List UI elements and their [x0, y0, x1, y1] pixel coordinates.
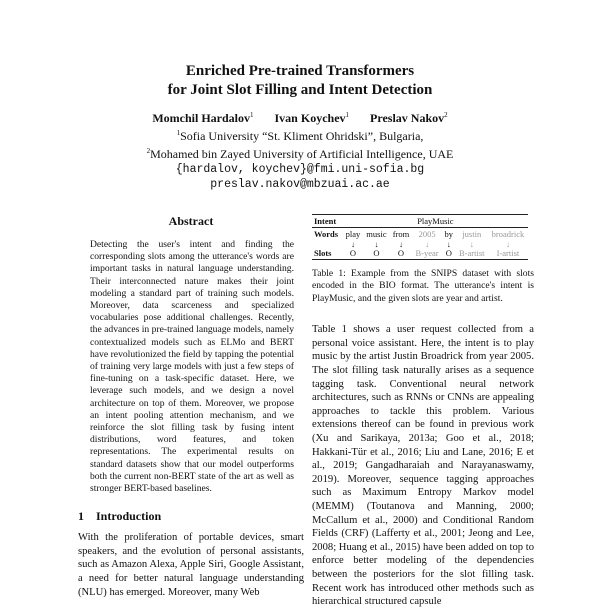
affiliation-2: $^2$Mohamed bin Zayed University of Artificial Intelligence, UAE: [146, 147, 454, 161]
slots-label: Slots: [312, 240, 343, 260]
section-number: 1: [78, 509, 84, 524]
left-column: [78, 214, 304, 599]
word-cell: broadrick: [488, 228, 528, 241]
abstract-heading: Abstract: [168, 214, 214, 228]
introduction-text: With the proliferation of portable devices, smart speakers, and the evolution of personal assistants, such as Amazon Alexa, Apple Siri, Google Assistant, a need for better natural language understanding (NLU) has emerged. Moreover, many Web: [78, 532, 304, 598]
title-line-1: Enriched Pre-trained Transformers: [185, 63, 415, 79]
author-names: [0, 108, 600, 126]
example-table: [312, 214, 528, 260]
intent-label: Intent: [312, 215, 343, 228]
slot-cell: ↓ O: [442, 240, 456, 260]
email-1: {hardalov, koychev}@fmi.uni-sofia.bg: [175, 163, 425, 176]
slot-cell: ↓ B-year: [412, 240, 442, 260]
arrow-down-icon: ↓: [505, 240, 510, 249]
table-caption: Table 1: Example from the SNIPS dataset with slots encoded in the BIO format. The utterance's intent is PlayMusic, and the given slots are year and artist.: [312, 268, 534, 304]
slot-cell: ↓ B-artist: [456, 240, 488, 260]
right-column: [312, 214, 534, 609]
affiliation-1: $^1$Sofia University “St. Kliment Ohridski”, Bulgaria,: [176, 129, 424, 143]
arrow-down-icon: ↓: [399, 240, 403, 249]
slot-cell: ↓ O: [390, 240, 412, 260]
word-cell: music: [363, 228, 390, 241]
word-cell: from: [390, 228, 412, 241]
author-1: Momchil Hardalov$^1$: [152, 111, 254, 125]
word-cell: by: [442, 228, 456, 241]
abstract-text: Detecting the user's intent and finding the corresponding slots among the utterance's words are important tasks in natural language understanding. Their interconnected nature makes their joint modeling a standard part of training such models. Moreover, data scarceness and specialized vocabularies pose additional challenges. Recently, the advances in pre-trained language models, namely contextualized models such as ELMo and BERT have revolutionized the field by tapping the potential of training very large models with just a few steps of fine-tuning on a task-specific dataset. Here, we leverage such models, and we design a novel architecture on top of them. Moreover, we propose an intent pooling attention mechanism, and we reinforce the slot filling task by fusing intent distributions, word features, and token representations. The experimental results on standard datasets show that our model outperforms both the current non-BERT state of the art as well as stronger BERT-based baselines.: [90, 239, 294, 495]
words-label: Words: [312, 228, 343, 241]
author-2: Ivan Koychev$^1$: [274, 111, 350, 125]
arrow-down-icon: ↓: [425, 240, 430, 249]
intent-value: PlayMusic: [343, 215, 528, 228]
author-block: [0, 108, 600, 192]
author-3: Preslav Nakov$^2$: [370, 111, 448, 125]
paper-title: [0, 62, 600, 100]
slot-cell: ↓ O: [363, 240, 390, 260]
title-line-2: for Joint Slot Filling and Intent Detection: [167, 82, 433, 98]
right-column-text: Table 1 shows a user request collected from a personal voice assistant. Here, the intent is to play music by the artist Justin Broadrick from year 2005. The slot filling task naturally arises as a sequence tagging task. Conventional neural network architectures, such as RNNs or CNNs are appealing approaches to tackle this problem. Various extensions thereof can be found in previous work (Xu and Sarikaya, 2013a; Goo et al., 2018; Hakkani-Tür et al., 2016; Liu and Lane, 2016; E et al., 2019; Gangadharaiah and Narayanaswamy, 2019). Moreover, sequence tagging approaches such as Maximum Entropy Markov model (MEMM) (Toutanova and Manning, 2000; McCallum et al., 2000) and Conditional Random Fields (CRF) (Lafferty et al., 2001; Jeong and Lee, 2008; Huang et al., 2015) have been added on top to enforce better modeling of the dependencies between the posteriors for the slot filling task. Recent work has introduced other methods such as hierarchical structured capsule: [312, 324, 534, 608]
arrow-down-icon: ↓: [446, 240, 451, 249]
slot-cell: ↓ O: [343, 240, 363, 260]
word-cell: justin: [456, 228, 488, 241]
word-cell: play: [343, 228, 363, 241]
email-2: preslav.nakov@mbzuai.ac.ae: [210, 178, 390, 191]
word-cell: 2005: [412, 228, 442, 241]
introduction-heading: [78, 509, 304, 524]
slot-cell: ↓ I-artist: [488, 240, 528, 260]
arrow-down-icon: ↓: [374, 240, 379, 249]
arrow-down-icon: ↓: [469, 240, 474, 249]
section-title: Introduction: [96, 509, 162, 524]
arrow-down-icon: ↓: [350, 240, 355, 249]
